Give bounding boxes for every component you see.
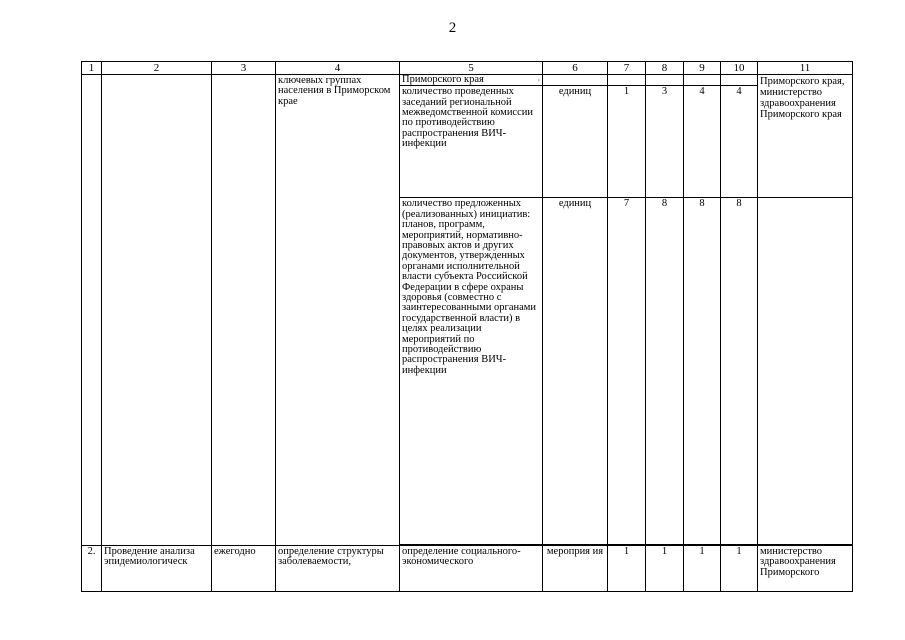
cell-row2-num: 2. bbox=[82, 546, 102, 592]
header-col-3: 3 bbox=[212, 62, 276, 75]
cell-col8-meetings: 3 bbox=[646, 86, 684, 198]
cell-row2-col3: ежегодно bbox=[212, 546, 276, 592]
cell-col9-top bbox=[684, 75, 721, 86]
table-row bbox=[82, 546, 853, 592]
cell-col9-meetings: 4 bbox=[684, 86, 721, 198]
cell-row2-col10: 1 bbox=[721, 546, 758, 592]
cell-col10-top bbox=[721, 75, 758, 86]
cell-row2-col4: определение структуры заболеваемости, bbox=[276, 546, 400, 592]
cell-col8-top bbox=[646, 75, 684, 86]
cell-col2-cont bbox=[102, 75, 212, 546]
header-col-11: 11 bbox=[758, 62, 853, 75]
header-row bbox=[82, 62, 853, 75]
header-col-2: 2 bbox=[102, 62, 212, 75]
cell-row2-col5: определение социального-экономического bbox=[400, 546, 543, 592]
table-row bbox=[82, 75, 853, 86]
header-col-6: 6 bbox=[543, 62, 608, 75]
header-col-7: 7 bbox=[608, 62, 646, 75]
cell-col9-initiatives: 8 bbox=[684, 198, 721, 545]
cell-col6-meetings: единиц bbox=[543, 86, 608, 198]
cell-col4-cont: ключевых группах населения в Приморском крае bbox=[276, 75, 400, 546]
header-col-1: 1 bbox=[82, 62, 102, 75]
program-table bbox=[81, 61, 853, 592]
header-col-4: 4 bbox=[276, 62, 400, 75]
cell-row2-col7: 1 bbox=[608, 546, 646, 592]
cell-col3-cont bbox=[212, 75, 276, 546]
tick-mark: › bbox=[537, 76, 540, 84]
cell-col10-initiatives: 8 bbox=[721, 198, 758, 545]
cell-col8-initiatives: 8 bbox=[646, 198, 684, 545]
cell-row2-col2: Проведение анализа эпидемиологическ bbox=[102, 546, 212, 592]
cell-col7-initiatives: 7 bbox=[608, 198, 646, 545]
header-col-8: 8 bbox=[646, 62, 684, 75]
cell-col6-initiatives: единиц bbox=[543, 198, 608, 545]
cell-col10-meetings: 4 bbox=[721, 86, 758, 198]
cell-col7-top bbox=[608, 75, 646, 86]
cell-row2-col8: 1 bbox=[646, 546, 684, 592]
cell-col5-initiatives: количество предложенных (реализованных) инициатив: планов, программ, мероприятий, нормативно-правовых актов и других документов, утвержденных органами исполнительной власти субъекта Российской Федерации в сфере охраны здоровья (совместно с заинтересованными органами государственной власти) в целях реализации мероприятий по противодействию распространения ВИЧ-инфекции bbox=[400, 198, 543, 545]
page-number: 2 bbox=[448, 20, 457, 36]
cell-col6-top bbox=[543, 75, 608, 86]
cell-col11-cont: Приморского края, министерство здравоохранения Приморского края bbox=[758, 75, 853, 198]
header-col-10: 10 bbox=[721, 62, 758, 75]
header-col-9: 9 bbox=[684, 62, 721, 75]
cell-col1-cont bbox=[82, 75, 102, 546]
cell-row2-col6: мероприя ия bbox=[543, 546, 608, 592]
cell-col7-meetings: 1 bbox=[608, 86, 646, 198]
cell-col5-top-text: Приморского края bbox=[402, 74, 484, 85]
cell-row2-col11: министерство здравоохранения Приморского bbox=[758, 546, 853, 592]
header-col-5: 5 bbox=[400, 62, 543, 75]
cell-col5-top bbox=[400, 75, 543, 86]
cell-col11-initiatives bbox=[758, 198, 853, 545]
cell-row2-col9: 1 bbox=[684, 546, 721, 592]
cell-col5-meetings: количество проведенных заседаний региональной межведомственной комиссии по противодействию распространения ВИЧ-инфекции bbox=[400, 86, 543, 198]
